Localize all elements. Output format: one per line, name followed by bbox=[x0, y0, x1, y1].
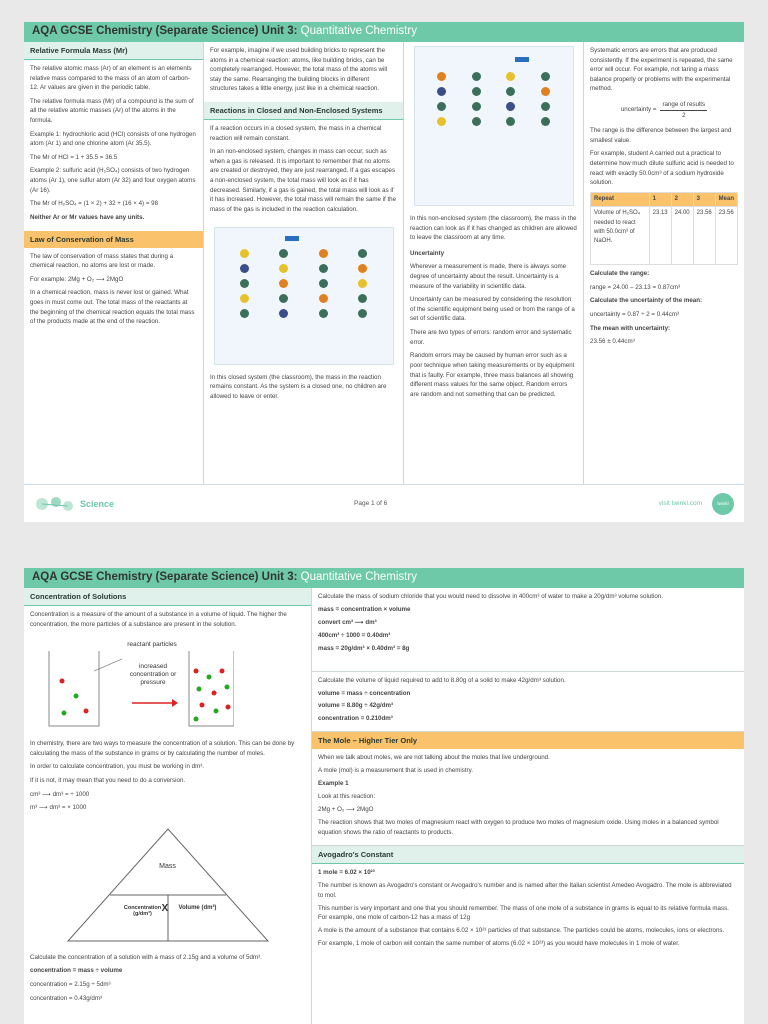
paragraph: Random errors may be caused by human error such as a poor technique when taking measurements or by equipment that is faulty. For example, three mass balances all showing different mass values for the same object. Random errors are random and not something that can be predicted. bbox=[410, 352, 575, 398]
table-cell: 23.56 bbox=[693, 207, 715, 265]
student-icon bbox=[358, 294, 367, 303]
desk-icon bbox=[285, 236, 299, 241]
paragraph: Example 1: hydrochloric acid (HCl) consists of one hydrogen atom (Ar 1) and one chlorine atom (Ar 35.5). bbox=[30, 130, 196, 148]
student-icon bbox=[358, 264, 367, 273]
section-heading-relative-formula-mass: Relative Formula Mass (Mr) bbox=[24, 42, 203, 60]
paragraph: In a chemical reaction, mass is never lost or gained. What goes in must come out. The total mass of the reactants at the beginning of the chemical reaction equals the total mass of the products made at the end of the reaction. bbox=[30, 289, 195, 326]
page-title: AQA GCSE Chemistry (Separate Science) Unit 3: Quantitative Chemistry bbox=[24, 22, 744, 42]
table-cell: 23.13 bbox=[649, 207, 671, 265]
student-icon bbox=[240, 264, 249, 273]
concentration-label: increased concentration or pressure bbox=[129, 663, 177, 686]
student-icon bbox=[472, 117, 481, 126]
student-icon bbox=[319, 294, 328, 303]
student-icon bbox=[319, 279, 328, 288]
paragraph: There are two types of errors: random error and systematic error. bbox=[410, 329, 572, 346]
answer: concentration = 2.15g ÷ 5dm³ bbox=[30, 981, 111, 989]
column-2 bbox=[204, 42, 404, 484]
table-header: 2 bbox=[671, 192, 693, 206]
paragraph: The relative formula mass (Mr) of a compound is the sum of all the relative atomic masses (Ar) of the atoms in the formula. bbox=[30, 97, 194, 125]
page-title: AQA GCSE Chemistry (Separate Science) Unit 3: Quantitative Chemistry bbox=[24, 568, 744, 588]
answer: 23.56 ± 0.44cm³ bbox=[590, 338, 635, 346]
triangle-multiply: X bbox=[161, 902, 169, 914]
student-icon bbox=[437, 87, 446, 96]
student-icon bbox=[279, 294, 288, 303]
table-cell: 23.56 bbox=[715, 207, 737, 265]
table-header: 1 bbox=[649, 192, 671, 206]
student-icon bbox=[437, 117, 446, 126]
student-icon bbox=[358, 249, 367, 258]
student-icon bbox=[541, 87, 550, 96]
column-1 bbox=[24, 42, 204, 484]
student-icon bbox=[319, 264, 328, 273]
student-icon bbox=[240, 294, 249, 303]
page-footer bbox=[24, 484, 744, 522]
student-icon bbox=[541, 117, 550, 126]
open-classroom-illustration bbox=[414, 46, 574, 206]
student-icon bbox=[240, 279, 249, 288]
conversion: m³ ⟶ dm³ = × 1000 bbox=[30, 804, 87, 812]
paragraph: For example, student A carried out a practical to determine how much dilute sulfuric acid is needed to react with exactly 50.0cm³ of a sodium hydroxide solution. bbox=[590, 150, 734, 187]
section-heading-avogadro: Avogadro's Constant bbox=[312, 846, 744, 864]
reactant-label: reactant particles bbox=[127, 641, 177, 649]
paragraph: In chemistry, there are two ways to measure the concentration of a solution. This can be done by calculating the mass of the substance in grams or by calculating the number of moles. bbox=[30, 740, 295, 757]
twinkl-link[interactable]: visit twinkl.com bbox=[658, 500, 702, 507]
paragraph: If a reaction occurs in a closed system, the mass in a chemical reaction will remain constant. bbox=[210, 125, 382, 142]
page-1 bbox=[24, 22, 744, 522]
paragraph: Example 2: sulfuric acid (H₂SO₄) consists of two hydrogen atoms (Ar 1), one sulfur atom (Ar 32) and four oxygen atoms (Ar 16). bbox=[30, 167, 196, 194]
table-header: Repeat bbox=[591, 192, 650, 206]
paragraph: The Mr of HCl = 1 + 35.5 = 36.5 bbox=[30, 153, 118, 161]
student-icon bbox=[472, 87, 481, 96]
volume-example-block: Calculate the volume of liquid required to add to 8.80g of a solid to make 42g/dm³ solution. volume = mass ÷ concentration volume = 8.80g ÷ 42g/dm³ concentration = 0.210dm³ bbox=[312, 672, 744, 733]
conversion: cm³ ⟶ dm³ = ÷ 1000 bbox=[30, 790, 90, 798]
paragraph: Neither Ar or Mr values have any units. bbox=[30, 213, 145, 221]
triangle-volume: Volume (dm³) bbox=[178, 904, 217, 911]
student-icon bbox=[279, 309, 288, 318]
page-number: Page 1 of 6 bbox=[354, 500, 388, 507]
student-icon bbox=[472, 72, 481, 81]
student-icon bbox=[437, 102, 446, 111]
student-icon bbox=[437, 72, 446, 81]
student-icon bbox=[541, 72, 550, 81]
student-icon bbox=[506, 87, 515, 96]
right-column bbox=[312, 588, 744, 1024]
paragraph: In this closed system (the classroom), the mass in the reaction remains constant. As the system is a closed one, no children are allowed to leave or enter. bbox=[210, 373, 387, 400]
paragraph: The law of conservation of mass states that during a chemical reaction, no atoms are lost or made. bbox=[30, 252, 174, 270]
question: Calculate the range: bbox=[590, 270, 650, 278]
mass-example-block: Calculate the mass of sodium chloride that you would need to dissolve in 400cm³ of water to make a 20g/dm³ volume solution. mass = concentration × volume convert cm³ ⟶ dm³ 400cm³ ÷ 1000 = 0.40dm³ mass = 20g/dm³ × 0.40dm³ = 8g bbox=[312, 588, 744, 672]
paragraph: If it is not, it may mean that you need to do a conversion. bbox=[30, 777, 186, 785]
avogadro-block: 1 mole = 6.02 × 10²³ The number is known as Avogadro's constant or Avogadro's number and is named after the Italian scientist Amedeo Avogadro. The mole is abbreviated to mol. This number is very important and one that you should remember. The mass of one mole of a substance in grams is equal to its relative formula mass. For example, one mole of carbon-12 has a mass of 12g A mole is the amount of a substance that contains 6.02 × 10²³ particles of that substance. The particles could be atoms, molecules, ions or electrons. For example, 1 mole of carbon will contain the same number of atoms (6.02 × 10²³) as you would have molecules in 1 mole of water. bbox=[318, 868, 732, 948]
paragraph: Concentration is a measure of the amount of a substance in a volume of liquid. The higher the concentration, the more particles of a substance are present in the solution. bbox=[30, 611, 287, 628]
student-icon bbox=[506, 102, 515, 111]
molecule-logo-icon bbox=[34, 494, 74, 514]
section-heading-closed-systems: Reactions in Closed and Non-Enclosed Systems bbox=[204, 102, 403, 120]
student-icon bbox=[319, 309, 328, 318]
student-icon bbox=[279, 249, 288, 258]
triangle-concentration: Concentration (g/dm³) bbox=[123, 904, 162, 917]
student-icon bbox=[358, 279, 367, 288]
column-3 bbox=[404, 42, 584, 484]
uncertainty-formula: uncertainty = range of results 2 bbox=[620, 101, 706, 119]
student-icon bbox=[506, 117, 515, 126]
paragraph: The relative atomic mass (Ar) of an element is an elements relative mass compared to the mass of an atom of carbon-12. Ar values are given in the periodic table. bbox=[30, 65, 192, 92]
student-icon bbox=[279, 279, 288, 288]
answer: concentration = 0.43g/dm³ bbox=[30, 994, 103, 1002]
closed-classroom-illustration bbox=[214, 227, 394, 365]
science-brand: Science bbox=[34, 494, 354, 514]
section-heading-mole: The Mole – Higher Tier Only bbox=[312, 732, 744, 749]
results-table bbox=[590, 192, 738, 265]
paragraph: In an non-enclosed system, changes in mass can occur, such as when a gas is released. It is important to remember that no atoms are created or destroyed, they are just rearranged. If a gas escapes a non-enclosed system, the total mass will look as if it has decreased. Similarly, if a gas is gained, the total mass will look as if it has increased. However, the total mass will remain the same if the mass of the gas is included in the reaction calculation. bbox=[210, 148, 397, 213]
paragraph: The range is the difference between the largest and smallest value. bbox=[590, 127, 732, 144]
student-icon bbox=[541, 102, 550, 111]
table-cell: 24.00 bbox=[671, 207, 693, 265]
student-icon bbox=[472, 102, 481, 111]
page-2 bbox=[24, 568, 744, 1024]
student-icon bbox=[240, 249, 249, 258]
triangle-mass: Mass bbox=[159, 862, 176, 870]
paragraph: For example, imagine if we used building bricks to represent the atoms in a chemical reaction: atoms, like building bricks, can be completely rearranged. However, the total mass of the atoms will stay the same. Rearranging the building blocks in different structures takes a little energy, just like in a chemical reaction. bbox=[210, 47, 388, 93]
answer: uncertainty = 0.87 ÷ 2 = 0.44cm³ bbox=[590, 311, 680, 319]
formula-triangle bbox=[58, 825, 278, 945]
subheading-uncertainty: Uncertainty bbox=[410, 249, 445, 257]
paragraph: Systematic errors are errors that are produced consistently. If the experiment is repeated, the same error will occur. For example, not taring a mass balance properly or problems with the experimental method. bbox=[590, 47, 733, 93]
paragraph: For example: 2Mg + O₂ ⟶ 2MgO bbox=[30, 275, 124, 283]
left-column bbox=[24, 588, 312, 1024]
desk-icon bbox=[515, 57, 529, 62]
answer: concentration = mass ÷ volume bbox=[30, 967, 123, 975]
table-cell: Volume of H₂SO₄ needed to react with 50.0cm³ of NaOH. bbox=[591, 207, 650, 265]
student-icon bbox=[319, 249, 328, 258]
section-heading-concentration: Concentration of Solutions bbox=[24, 588, 311, 606]
triangle-icon bbox=[58, 825, 278, 945]
table-header: 3 bbox=[693, 192, 715, 206]
paragraph: The Mr of H₂SO₄ = (1 × 2) + 32 + (16 × 4) = 98 bbox=[30, 200, 159, 208]
paragraph: Calculate the concentration of a solution with a mass of 2.15g and a volume of 5dm³. bbox=[30, 953, 262, 961]
paragraph: Uncertainty can be measured by considering the resolution of the scientific equipment being used or from the range of a set of scientific data. bbox=[410, 296, 575, 323]
answer: range = 24.00 – 23.13 = 0.87cm³ bbox=[590, 283, 681, 291]
student-icon bbox=[240, 309, 249, 318]
student-icon bbox=[506, 72, 515, 81]
twinkl-badge: twinkl bbox=[712, 493, 734, 515]
student-icon bbox=[279, 264, 288, 273]
mole-block: When we talk about moles, we are not talking about the moles that live underground. A mole (mol) is a measurement that is used in chemistry. Example 1 Look at this reaction: 2Mg + O₂ ⟶ 2MgO The reaction shows that two moles of magnesium react with oxygen to produce two moles of magnesium oxide. Using moles in a balanced symbol equation shows the ratio of reactants to products. bbox=[312, 749, 744, 845]
column-4 bbox=[584, 42, 744, 484]
concentration-diagram bbox=[44, 641, 224, 731]
paragraph: In order to calculate concentration, you must be working in dm³. bbox=[30, 763, 205, 771]
question: The mean with uncertainty: bbox=[590, 324, 671, 332]
question: Calculate the uncertainty of the mean: bbox=[590, 297, 703, 305]
table-header: Mean bbox=[715, 192, 737, 206]
section-heading-conservation-of-mass: Law of Conservation of Mass bbox=[24, 231, 203, 248]
paragraph: Wherever a measurement is made, there is always some degree of uncertainty about the result. Uncertainty is a measure of the variability in scientific data. bbox=[410, 263, 567, 290]
student-icon bbox=[358, 309, 367, 318]
paragraph: In this non-enclosed system (the classroom), the mass in the reaction can look as if it has changed as children are allowed to leave the classroom at any time. bbox=[410, 215, 577, 242]
